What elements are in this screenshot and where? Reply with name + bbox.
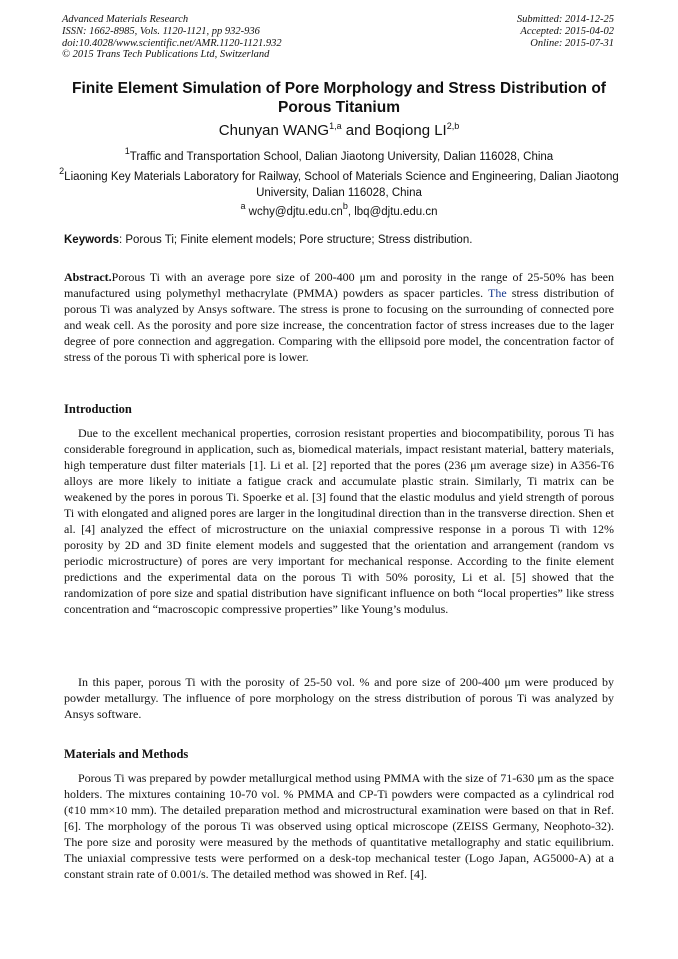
affiliation-2-text: Liaoning Key Materials Laboratory for Railway, School of Materials Science and Engineering, Dalian Jiaotong University, Dalian 116028, China — [64, 171, 619, 199]
email-line — [50, 201, 628, 220]
date-online: Online: 2015-07-31 — [530, 37, 614, 49]
author-1-superscript: 1,a — [329, 121, 342, 131]
introduction-paragraph-1: Due to the excellent mechanical properties, corrosion resistant properties and biocompatibility, porous Ti has considerable foreground in application, such as, biomedical materials, impact resistant material, battery materials, high temperature dust filter materials [1]. Li et al. [2] reported that the pores (236 μm average size) in A356-T6 alloys are more likely to initiate a fatigue crack and accumulate plastic strain. Similarly, Ti matrix can be weakened by the pores in porous Ti. Spoerke et al. [3] found that the elastic modulus and yield strength of porous Ti with elongated and aligned pores are larger in the longitudinal direction than in the transverse direction. Shen et al. [4] analyzed the effect of microstructure on the uniaxial compressive response in a porous Ti with 12% porosity by 2D and 3D finite element models and suggested that the orientation and arrangement (random vs periodic microstructure) of pores are very important for mechanical response. According to the finite element predictions and the experimental data on the porous Ti with 50% porosity, Li et al. [5] showed that the randomization of pore size and spatial distribution have significant influence on both “local properties” like stress concentration and “macroscopic compressive properties” like Young’s modulus. — [64, 426, 614, 616]
author-line — [50, 121, 628, 141]
methods-heading: Materials and Methods — [64, 747, 189, 761]
journal-info — [62, 14, 282, 61]
abstract-text-2: stress distribution of porous Ti was analyzed by Ansys software. The stress is prone to focusing on the surrounding of connected pore and weak cell. As the porosity and pore size increase, the concentration factor of stress increases due to the lager degree of pore connection and aggregation. Comparing with the ellipsoid pore model, the concentration factor of stress of the porous Ti with spherical pore is lower. — [64, 286, 615, 364]
journal-name: Advanced Materials Research — [62, 14, 189, 25]
affiliation-2-superscript: 2 — [59, 166, 65, 176]
paper-title: Finite Element Simulation of Pore Morphology and Stress Distribution of Porous Titanium — [72, 80, 606, 116]
date-accepted: Accepted: 2015-04-02 — [520, 25, 614, 37]
journal-copyright: © 2015 Trans Tech Publications Ltd, Switzerland — [62, 49, 270, 61]
author-2-superscript: 2,b — [446, 121, 460, 131]
affiliation-2 — [50, 166, 628, 201]
abstract — [64, 269, 614, 365]
affiliation-1 — [50, 146, 628, 165]
introduction-heading: Introduction — [64, 402, 132, 416]
abstract-text-highlight: The — [488, 286, 507, 300]
abstract-text-1: Porous Ti with an average pore size of 200-400 μm and porosity in the range of 25-50% has been manufactured using polymethyl methacrylate (PMMA) powders as spacer particles. — [64, 270, 614, 300]
email-b-link[interactable]: , lbq@djtu.edu.cn — [347, 206, 438, 218]
journal-issn: ISSN: 1662-8985, Vols. 1120-1121, pp 932-936 — [62, 25, 260, 37]
author-2-name: Boqiong LI — [374, 122, 447, 139]
affiliation-1-superscript: 1 — [124, 146, 130, 156]
email-b-superscript: b — [342, 201, 348, 211]
email-a-link[interactable]: wchy@djtu.edu.cn — [245, 206, 343, 218]
methods-paragraph-1: Porous Ti was prepared by powder metallurgical method using PMMA with the size of 71-630 μm as the space holders. The mixtures containing 10-70 vol. % PMMA and CP-Ti powders were compacted as a cylindrical rod (¢10 mm×10 mm). The detailed preparation method and microstructural examination were based on that in Ref. [6]. The morphology of the porous Ti was observed using optical microscope (ZEISS Germany, Neophoto-32). The pore size and porosity were measured by the methods of quantitative metallography and static equilibrium. The uniaxial compressive tests were performed on a desk-top mechanical tester (Logo Japan, AG5000-A) at a constant strain rate of 0.001/s. The detailed method was showed in Ref. [4]. — [64, 771, 614, 881]
keywords — [64, 232, 616, 248]
introduction-paragraph-2: In this paper, porous Ti with the porosity of 25-50 vol. % and pore size of 200-400 μm were produced by powder metallurgy. The influence of pore morphology on the stress distribution of porous Ti was analyzed by Ansys software. — [64, 675, 614, 721]
affiliation-1-text: Traffic and Transportation School, Dalian Jiaotong University, Dalian 116028, China — [129, 151, 554, 163]
date-submitted: Submitted: 2014-12-25 — [516, 14, 614, 25]
keywords-label: Keywords — [64, 234, 119, 246]
abstract-label: Abstract. — [64, 270, 112, 284]
author-1-name: Chunyan WANG — [218, 122, 330, 139]
journal-doi: doi:10.4028/www.scientific.net/AMR.1120-1121.932 — [62, 37, 282, 49]
author-conjunction: and — [341, 122, 375, 139]
email-a-superscript: a — [240, 201, 246, 211]
keywords-text: : Porous Ti; Finite element models; Pore structure; Stress distribution. — [118, 234, 473, 246]
submission-dates — [517, 14, 614, 49]
